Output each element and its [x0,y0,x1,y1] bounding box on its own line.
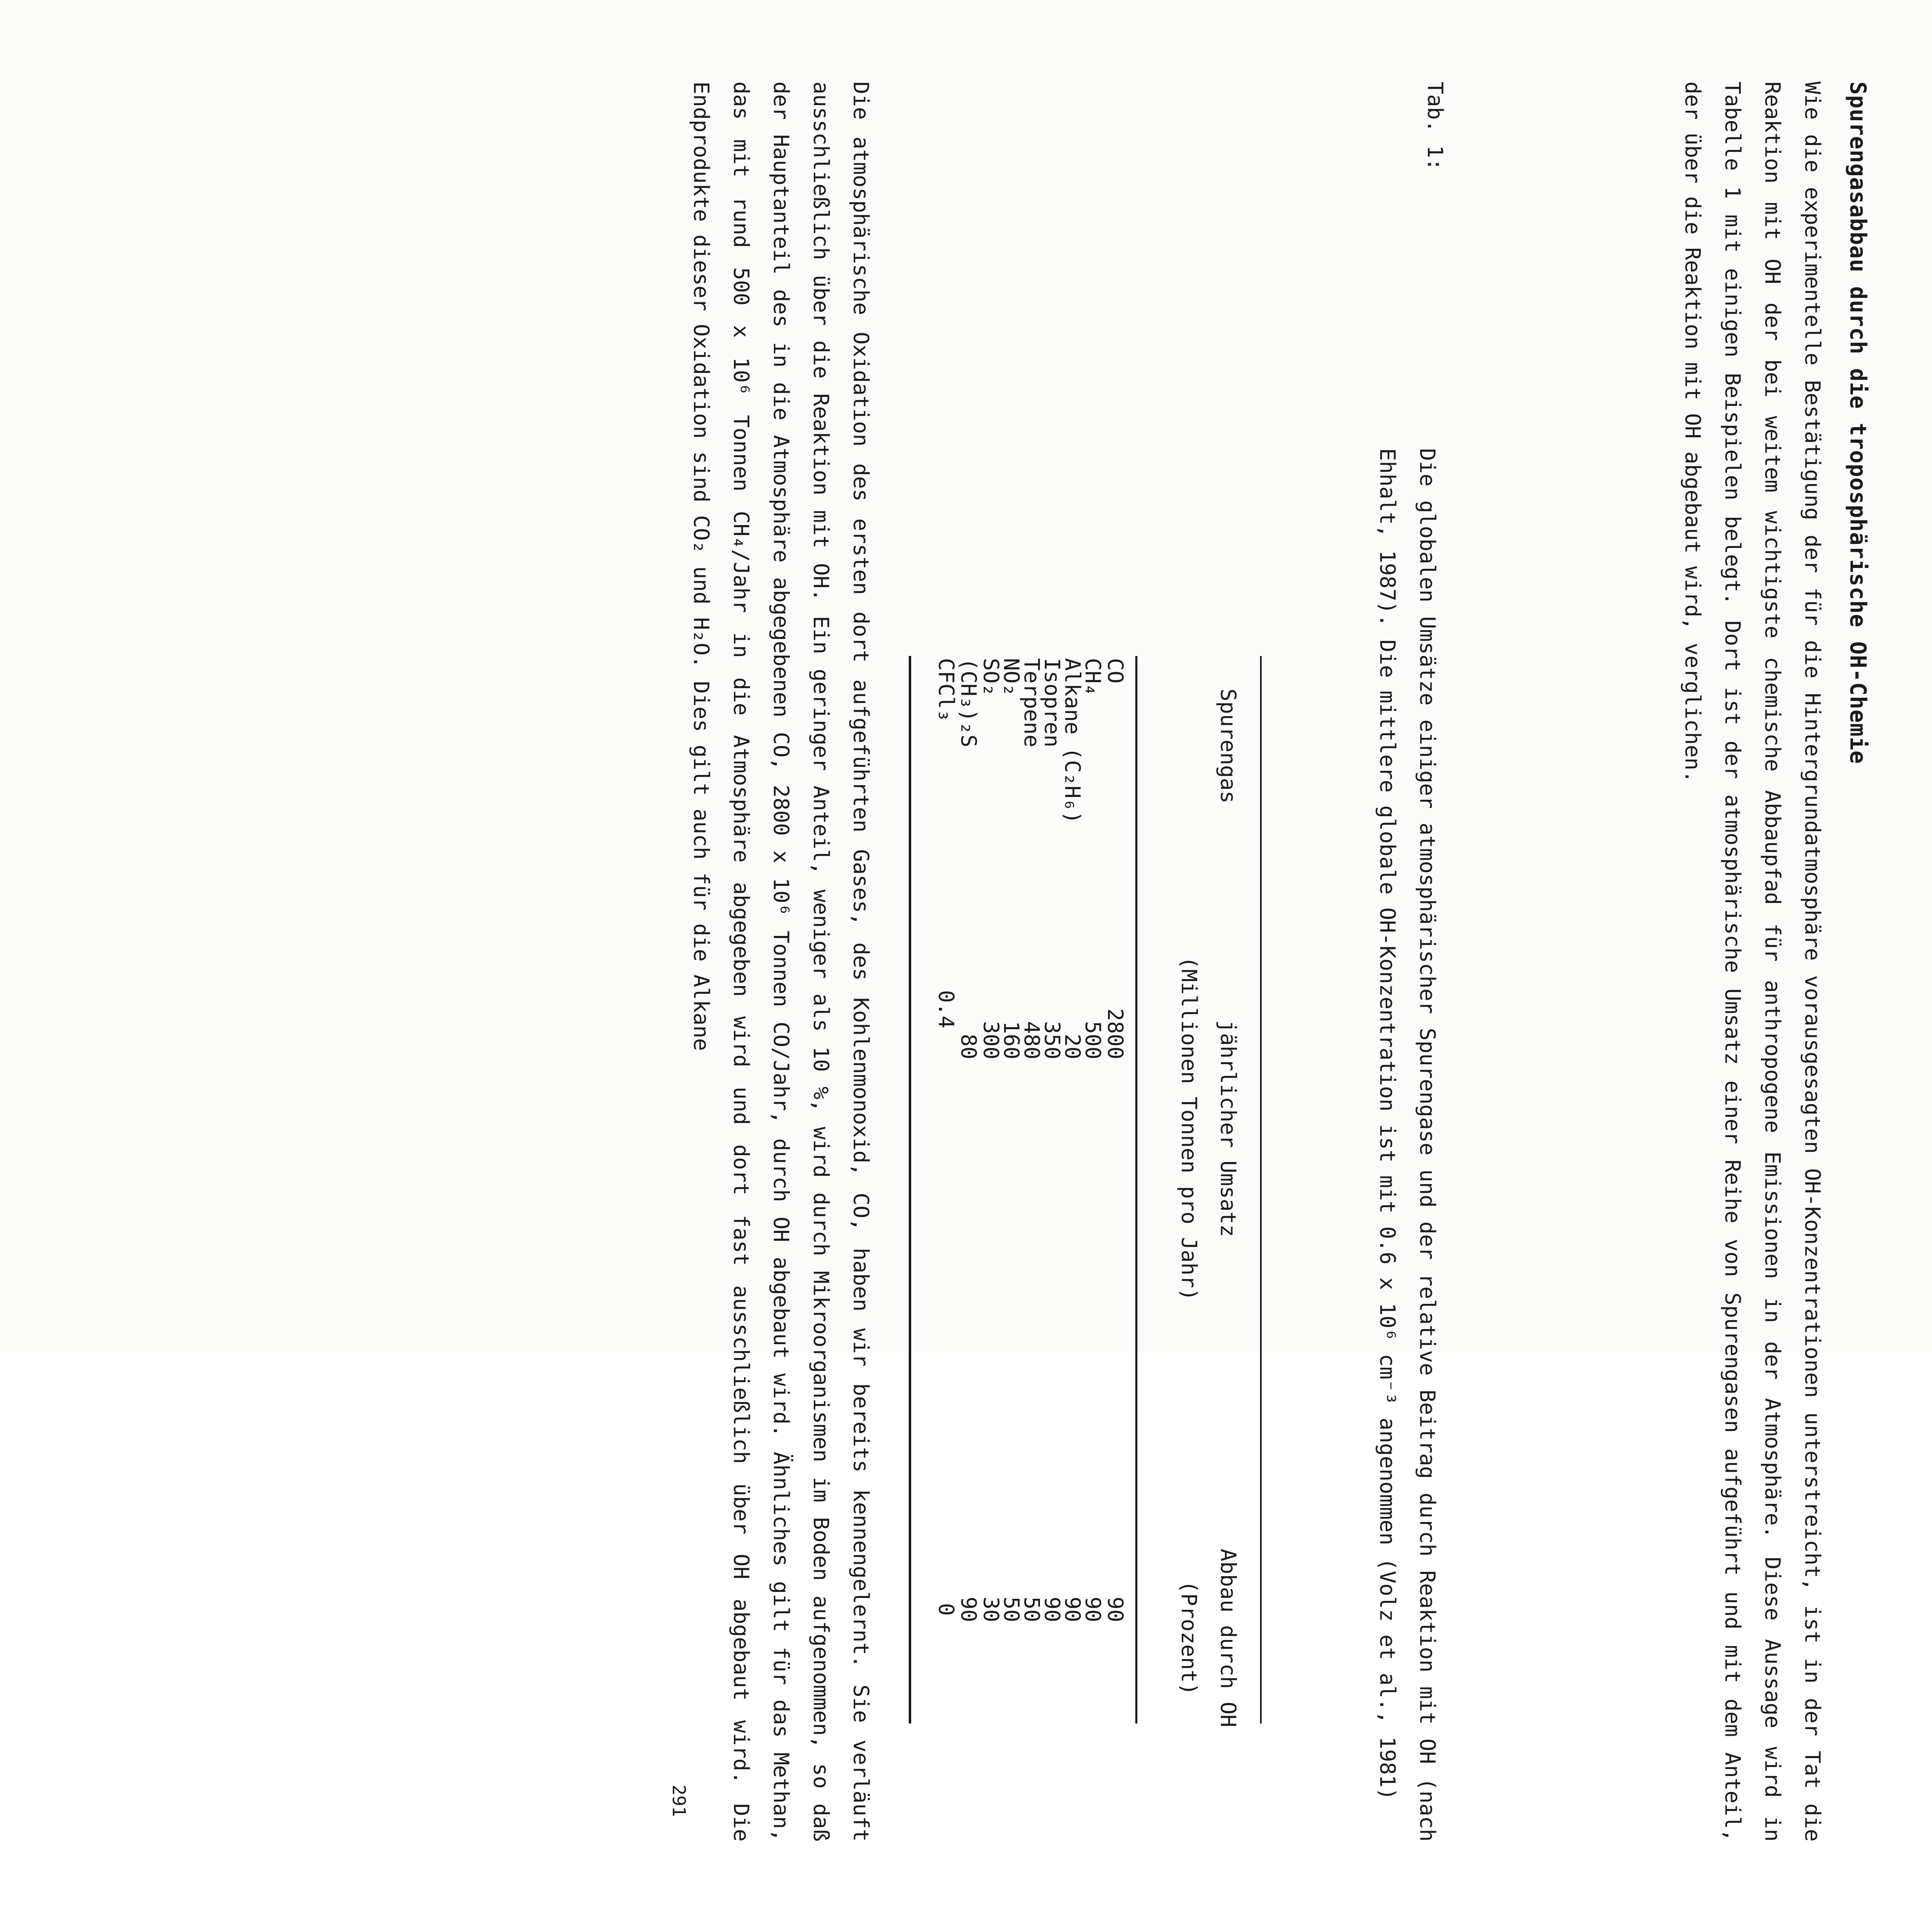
body-paragraph: Die atmosphärische Oxidation des ersten dort aufgeführten Gases, des Kohlenmonoxid, CO, haben wir bereits kennengelernt. Sie verläuft ausschließlich über die Reaktion mit OH. Ein geringer Anteil, weniger als 10 %, wird durch Mikroorganismen im Boden aufgenommen, so daß der Hauptanteil des in die Atmosphäre abgegebenen CO, 2800 x 10⁶ Tonnen CO/Jahr, durch OH abgebaut wird. Ähnliches gilt für das Methan, das mit rund 500 x 10⁶ Tonnen CH₄/Jahr in die Atmosphäre abgegeben wird und dort fast ausschließlich über OH abgebaut wird. Die Endprodukte dieser Oxidation sind CO₂ und H₂O. Dies gilt auch für die Alkane [689,81,873,1842]
column-header-abbau [1169,1495,1247,1781]
cell-umsatz: 300 [978,1021,1003,1059]
table-top-rule [1260,656,1262,1724]
cell-abbau: 90 [956,1596,980,1622]
table-label: Tab. 1: [1423,81,1447,171]
cell-umsatz: 500 [1080,1021,1105,1059]
cell-gas: CFCl₃ [934,658,958,722]
cell-umsatz: 350 [1040,1021,1064,1059]
cell-gas: (CH₃)₂S [956,658,980,748]
cell-umsatz: 160 [999,1021,1023,1059]
table-row [919,0,958,1915]
cell-abbau: 30 [978,1596,1003,1622]
cell-abbau: 0 [934,1603,958,1616]
cell-gas: SO₂ [978,658,1003,696]
cell-abbau: 90 [1103,1596,1127,1622]
cell-umsatz: 20 [1060,1034,1084,1059]
cell-umsatz: 480 [1019,1021,1044,1059]
column-header-umsatz [1169,925,1247,1332]
table-caption: Die globalen Umsätze einiger atmosphärischer Spurengase und der relative Beitrag durch Reaktion mit OH (nach Ehhalt, 1987). Die mittlere globale OH-Konzentration ist mit 0.6 x 10⁶ cm⁻³ angenommen (Volz et al., 1981) [1375,448,1439,1842]
cell-gas: CO [1103,658,1127,684]
cell-abbau: 50 [1019,1596,1044,1622]
column-header-abbau-line2: (Prozent) [1176,1580,1201,1695]
cell-gas: Isopren [1040,658,1064,748]
cell-umsatz: 2800 [1103,1008,1127,1059]
column-header-abbau-line1: Abbau durch OH [1216,1548,1240,1728]
cell-umsatz: 80 [956,1034,980,1059]
cell-abbau: 50 [999,1596,1023,1622]
table-header-rule [1135,656,1137,1724]
cell-gas: NO₂ [999,658,1023,696]
section-heading: Spurengasabbau durch die troposphärische OH-Chemie [1845,81,1871,764]
table-bottom-rule [909,656,911,1724]
column-header-umsatz-line2: (Millionen Tonnen pro Jahr) [1176,956,1201,1301]
cell-gas: CH₄ [1080,658,1105,696]
cell-gas: Terpene [1019,658,1044,748]
cell-abbau: 90 [1060,1596,1084,1622]
page-number: 291 [668,1785,689,1817]
cell-abbau: 90 [1040,1596,1064,1622]
cell-gas: Alkane (C₂H₆) [1060,658,1084,824]
cell-umsatz: 0.4 [934,990,958,1028]
intro-paragraph: Wie die experimentelle Bestätigung der für die Hintergrundatmosphäre vorausgesagten OH-Konzentrationen unterstreicht, ist in der Tat die Reaktion mit OH der bei weitem wichtigste chemische Abbaupfad für anthropogene Emissionen in der Atmosphäre. Diese Aussage wird in Tabelle 1 mit einigen Beispielen belegt. Dort ist der atmosphärische Umsatz einer Reihe von Spurengasen aufgeführt und mit dem Anteil, der über die Reaktion mit OH abgebaut wird, verglichen. [1680,81,1824,1842]
column-header-umsatz-line1: jährlicher Umsatz [1216,1020,1240,1237]
column-header-gas-label: Spurengas [1216,689,1240,803]
cell-abbau: 90 [1080,1596,1105,1622]
column-header-gas [1208,689,1247,803]
